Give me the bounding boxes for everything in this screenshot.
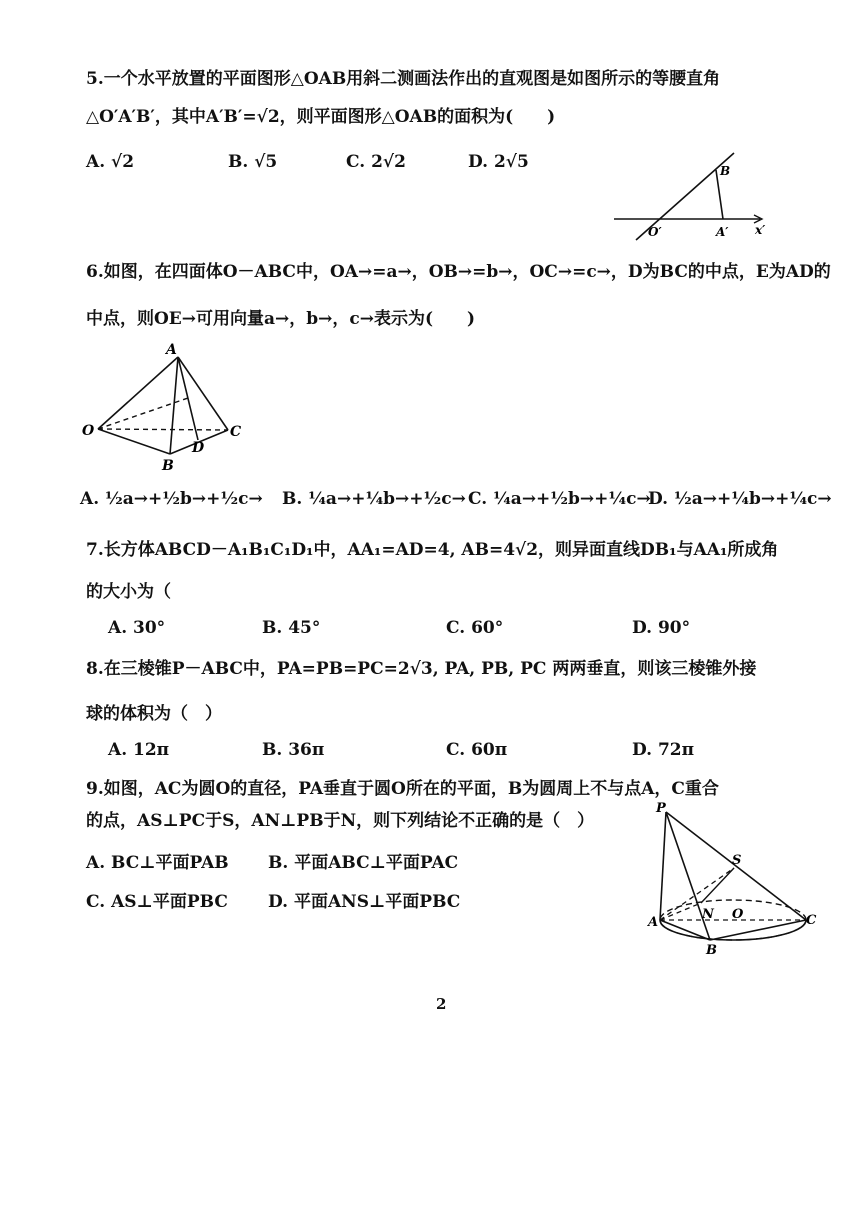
q9-option-d: D. 平面ANS⊥平面PBC bbox=[268, 892, 461, 912]
label-c: C bbox=[230, 424, 242, 440]
q6-stem-line2: 中点，则OE→可用向量a→，b→，c→表示为( ) bbox=[86, 309, 476, 329]
q6-figure bbox=[78, 342, 253, 477]
q5-figure bbox=[608, 148, 778, 244]
label-x: x′ bbox=[755, 223, 766, 237]
q5-option-d: D. 2√5 bbox=[468, 152, 529, 172]
label-o: O′ bbox=[648, 225, 662, 239]
q8-option-a: A. 12π bbox=[108, 740, 170, 760]
q8-stem-line2: 球的体积为（ ） bbox=[86, 704, 222, 724]
q7-option-a: A. 30° bbox=[108, 618, 166, 638]
q9-stem-line2: 的点，AS⊥PC于S，AN⊥PB于N，则下列结论不正确的是（ ） bbox=[86, 811, 595, 831]
q9-option-a: A. BC⊥平面PAB bbox=[86, 853, 229, 873]
q5-option-c: C. 2√2 bbox=[346, 152, 406, 172]
label-b: B bbox=[706, 943, 717, 956]
q5-option-a: A. √2 bbox=[86, 152, 135, 172]
q9-option-b: B. 平面ABC⊥平面PAC bbox=[268, 853, 459, 873]
label-n: N bbox=[702, 907, 714, 922]
q7-stem-line2: 的大小为（ bbox=[86, 582, 171, 602]
label-p: P bbox=[656, 801, 666, 816]
q7-option-d: D. 90° bbox=[632, 618, 691, 638]
q9-figure bbox=[646, 798, 821, 956]
q6-stem-line1: 6.如图，在四面体O－ABC中，OA→=a→，OB→=b→，OC→=c→，D为BC的中点，E为AD的 bbox=[86, 262, 831, 282]
q5-option-b: B. √5 bbox=[228, 152, 278, 172]
label-o: O bbox=[732, 907, 744, 922]
label-c: C bbox=[806, 913, 817, 928]
q9-stem-line1: 9.如图，AC为圆O的直径，PA垂直于圆O所在的平面，B为圆周上不与点A，C重合 bbox=[86, 779, 719, 799]
q7-option-b: B. 45° bbox=[262, 618, 321, 638]
q8-option-c: C. 60π bbox=[446, 740, 508, 760]
q5-stem-line2: △O′A′B′，其中A′B′=√2，则平面图形△OAB的面积为( ) bbox=[86, 107, 556, 127]
q6-option-d: D. ½a→+¼b→+¼c→ bbox=[648, 489, 832, 509]
label-a: A bbox=[166, 342, 177, 358]
q6-option-b: B. ¼a→+¼b→+½c→ bbox=[282, 489, 466, 509]
q7-stem-line1: 7.长方体ABCD－A₁B₁C₁D₁中，AA₁=AD=4, AB=4√2，则异面直线DB₁与AA₁所成角 bbox=[86, 540, 779, 560]
label-a: A′ bbox=[716, 225, 729, 239]
label-s: S bbox=[732, 853, 742, 868]
label-a: A bbox=[648, 915, 659, 930]
q5-stem-line1: 5.一个水平放置的平面图形△OAB用斜二测画法作出的直观图是如图所示的等腰直角 bbox=[86, 69, 721, 89]
q6-option-c: C. ¼a→+½b→+¼c→ bbox=[468, 489, 651, 509]
label-b: B bbox=[162, 458, 174, 474]
page-number: 2 bbox=[436, 995, 447, 1013]
q8-option-d: D. 72π bbox=[632, 740, 695, 760]
q6-option-a: A. ½a→+½b→+½c→ bbox=[80, 489, 263, 509]
q7-option-c: C. 60° bbox=[446, 618, 504, 638]
label-d: D bbox=[192, 440, 205, 456]
label-b: B bbox=[720, 164, 731, 178]
q9-option-c: C. AS⊥平面PBC bbox=[86, 892, 228, 912]
q8-stem-line1: 8.在三棱锥P－ABC中，PA=PB=PC=2√3, PA, PB, PC 两两垂直，则该三棱锥外接 bbox=[86, 659, 757, 679]
q8-option-b: B. 36π bbox=[262, 740, 325, 760]
label-o: O bbox=[82, 423, 95, 439]
